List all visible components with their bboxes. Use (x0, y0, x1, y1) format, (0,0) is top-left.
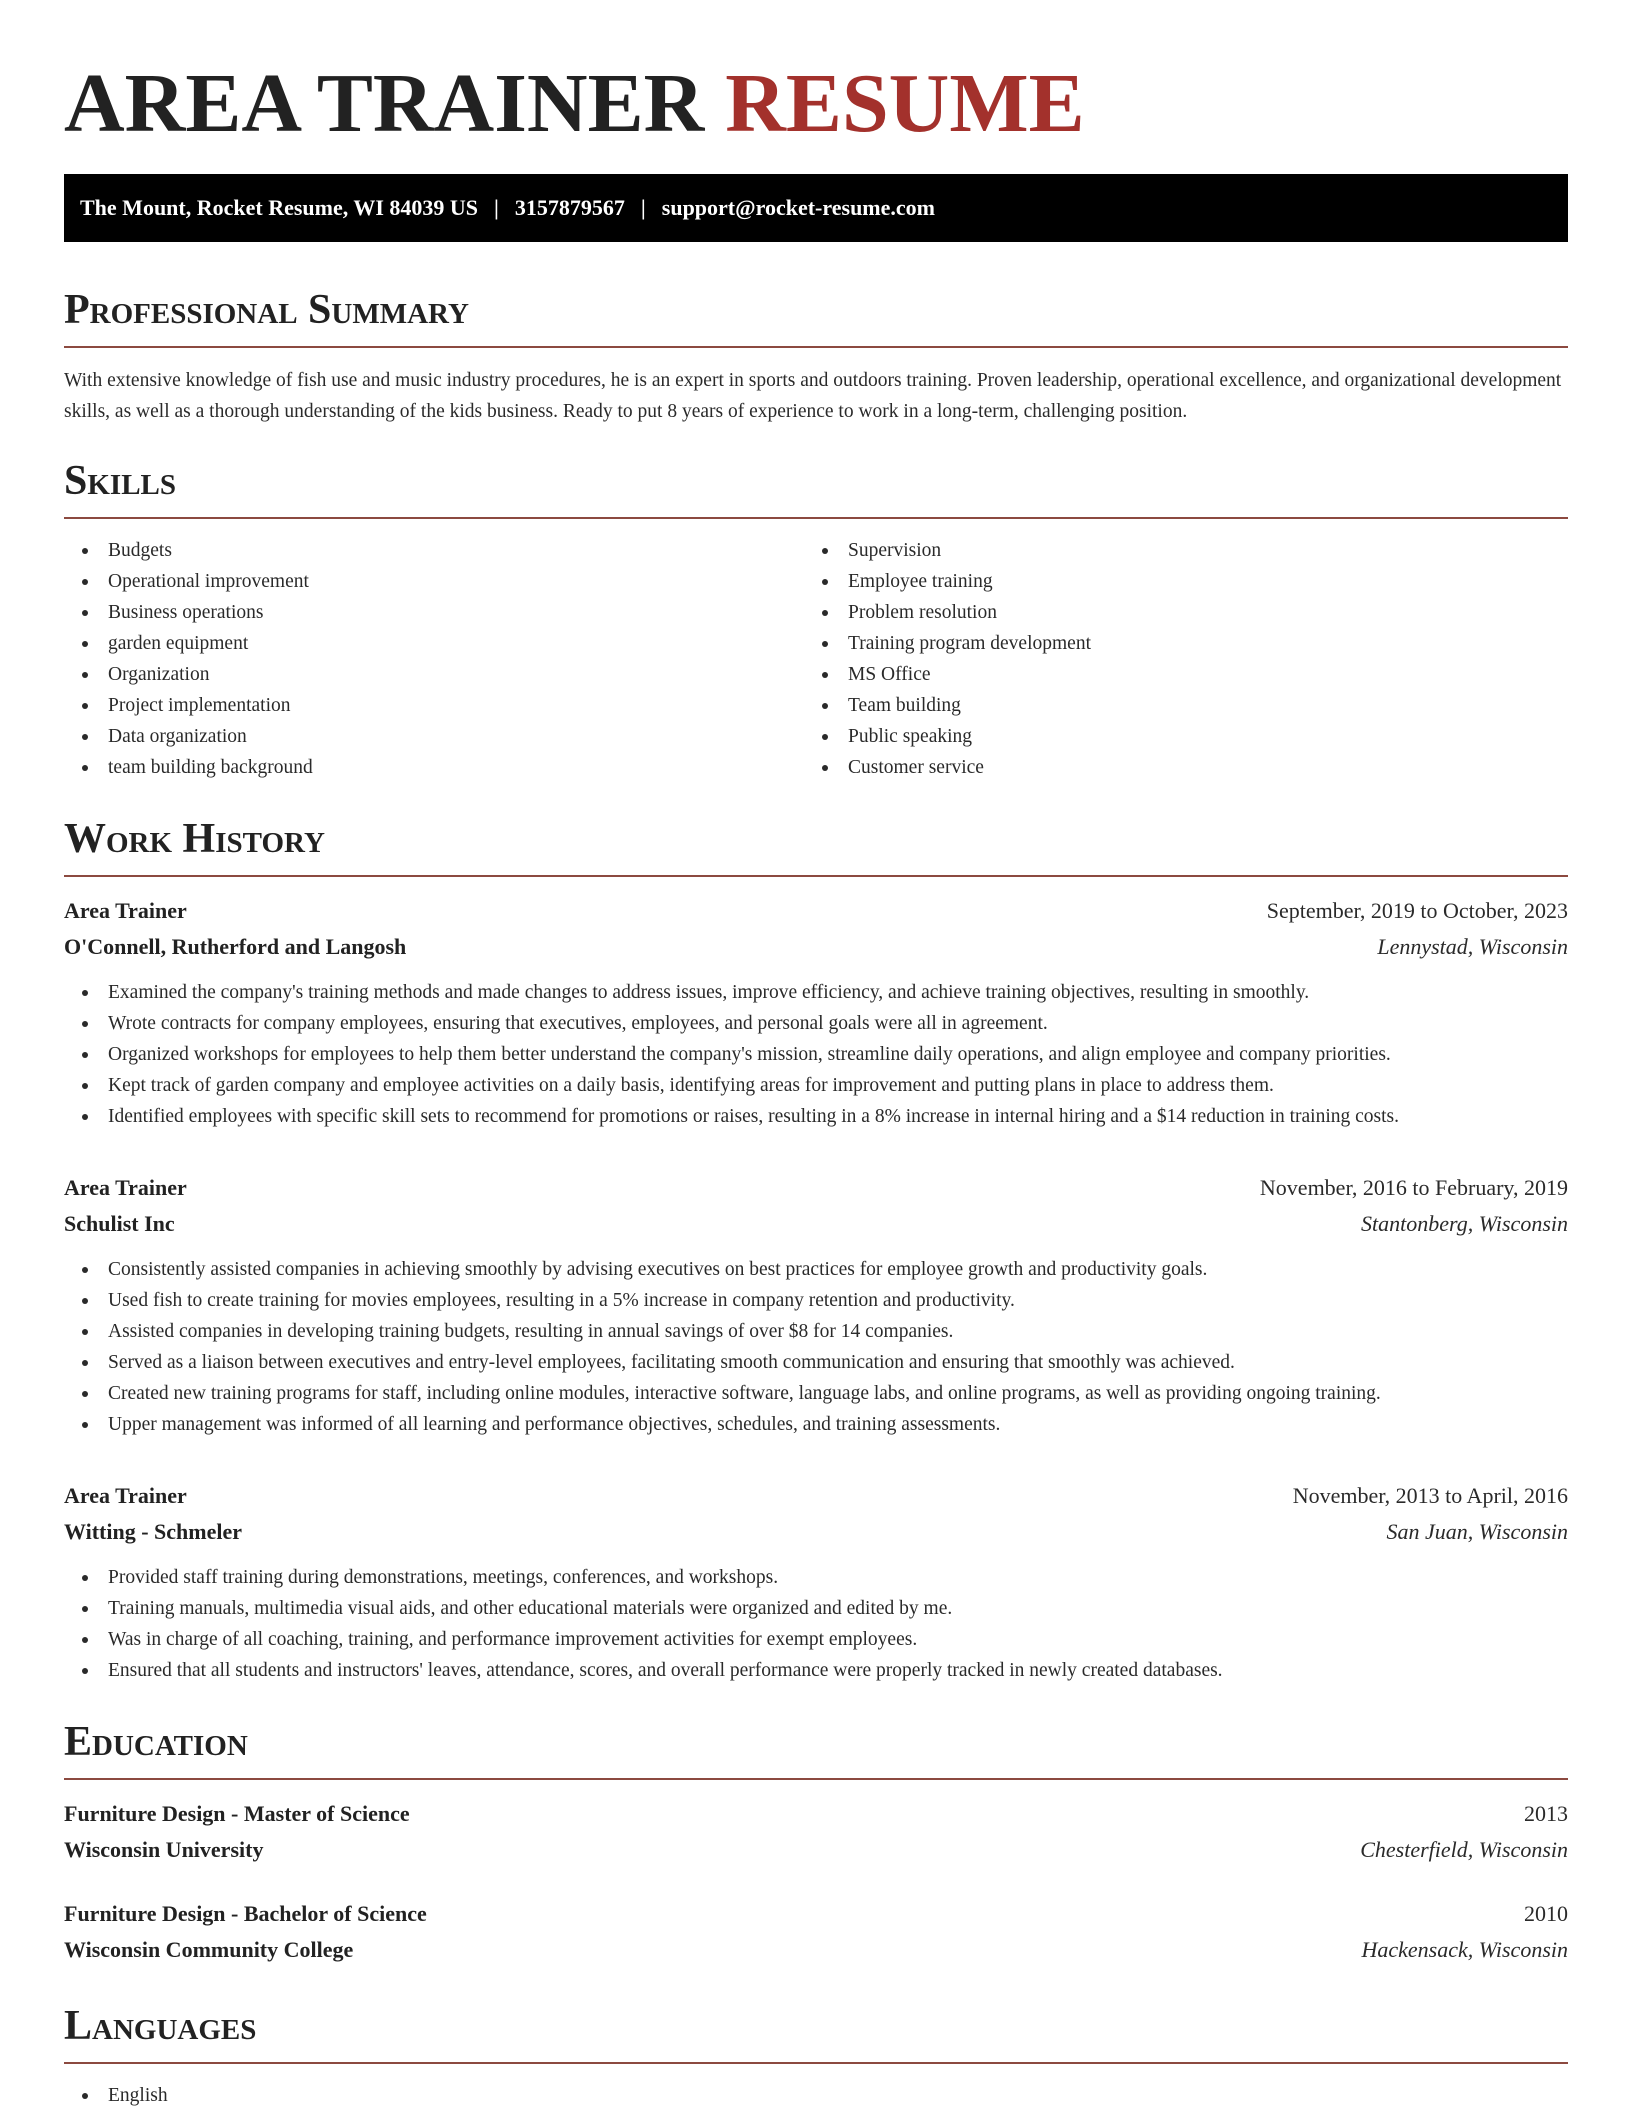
job-entry (64, 1478, 1568, 1686)
job-bullet: Consistently assisted companies in achieving smoothly by advising executives on best practices for employee growth and productivity goals. (64, 1254, 1568, 1285)
education-entry (64, 1796, 1568, 1868)
job-bullet: Upper management was informed of all learning and performance objectives, schedules, and training assessments. (64, 1409, 1568, 1440)
contact-email: support@rocket-resume.com (661, 195, 935, 220)
job-bullets (64, 1562, 1568, 1686)
education-degree-row (64, 1896, 1568, 1932)
contact-phone: 3157879567 (514, 195, 625, 220)
skill-item: Data organization (64, 721, 804, 752)
work-history-section (64, 813, 1568, 1686)
resume-page (64, 0, 1568, 2111)
job-header-row (64, 1478, 1568, 1514)
education-degree-row (64, 1796, 1568, 1832)
education-year: 2013 (1524, 1801, 1568, 1826)
contact-address: The Mount, Rocket Resume, WI 84039 US (80, 195, 479, 220)
job-location: Stantonberg, Wisconsin (1361, 1211, 1568, 1236)
job-dates: November, 2013 to April, 2016 (1292, 1483, 1568, 1508)
education-school: Wisconsin University (64, 1837, 264, 1862)
languages-section (64, 2000, 1568, 2111)
education-school: Wisconsin Community College (64, 1937, 354, 1962)
language-item: English (64, 2080, 1568, 2111)
education-school-row (64, 1832, 1568, 1868)
job-bullet: Examined the company's training methods and made changes to address issues, improve efficiency, and achieve training objectives, resulting in smoothly. (64, 977, 1568, 1008)
skill-item: MS Office (804, 659, 1544, 690)
job-header-row (64, 893, 1568, 929)
job-dates: September, 2019 to October, 2023 (1266, 898, 1568, 923)
job-bullet: Assisted companies in developing training budgets, resulting in annual savings of over $8 for 14 companies. (64, 1316, 1568, 1347)
job-header-row (64, 1170, 1568, 1206)
education-degree: Furniture Design - Master of Science (64, 1801, 410, 1826)
skill-item: Customer service (804, 752, 1544, 783)
skills-column-left (64, 535, 804, 783)
job-company-row (64, 1206, 1568, 1242)
section-heading-work-history: Work History (64, 813, 1568, 877)
education-school-row (64, 1932, 1568, 1968)
job-bullet: Served as a liaison between executives and entry-level employees, facilitating smooth communication and ensuring that smoothly was achieved. (64, 1347, 1568, 1378)
skill-item: Employee training (804, 566, 1544, 597)
job-company: O'Connell, Rutherford and Langosh (64, 934, 407, 959)
skill-item: Team building (804, 690, 1544, 721)
skill-item: Organization (64, 659, 804, 690)
education-entry (64, 1896, 1568, 1968)
job-entry (64, 1170, 1568, 1440)
skills-columns (64, 535, 1568, 783)
job-title: Area Trainer (64, 1175, 187, 1200)
job-bullets (64, 1254, 1568, 1440)
contact-separator: | (494, 195, 499, 220)
professional-summary-section (64, 284, 1568, 427)
job-bullet: Was in charge of all coaching, training, and performance improvement activities for exempt employees. (64, 1624, 1568, 1655)
contact-separator: | (640, 195, 646, 220)
skill-item: Business operations (64, 597, 804, 628)
job-company: Witting - Schmeler (64, 1519, 243, 1544)
skill-item: team building background (64, 752, 804, 783)
skill-item: Budgets (64, 535, 804, 566)
job-bullet: Identified employees with specific skill sets to recommend for promotions or raises, resulting in a 8% increase in internal hiring and a $14 reduction in training costs. (64, 1101, 1568, 1132)
title-accent: RESUME (725, 57, 1085, 150)
skill-item: Supervision (804, 535, 1544, 566)
job-location: Lennystad, Wisconsin (1377, 934, 1568, 959)
job-bullet: Training manuals, multimedia visual aids, and other educational materials were organized and edited by me. (64, 1593, 1568, 1624)
skills-list-right (804, 535, 1544, 783)
skills-section (64, 455, 1568, 783)
job-bullet: Used fish to create training for movies employees, resulting in a 5% increase in company retention and productivity. (64, 1285, 1568, 1316)
skill-item: Operational improvement (64, 566, 804, 597)
job-title: Area Trainer (64, 898, 187, 923)
job-dates: November, 2016 to February, 2019 (1259, 1175, 1568, 1200)
job-bullets (64, 977, 1568, 1132)
skill-item: garden equipment (64, 628, 804, 659)
skills-list-left (64, 535, 804, 783)
education-location: Hackensack, Wisconsin (1361, 1937, 1568, 1962)
skill-item: Project implementation (64, 690, 804, 721)
contact-bar (64, 174, 1568, 242)
skill-item: Problem resolution (804, 597, 1544, 628)
education-section (64, 1716, 1568, 1968)
languages-list (64, 2080, 1568, 2111)
job-company-row (64, 1514, 1568, 1550)
job-bullet: Wrote contracts for company employees, ensuring that executives, employees, and personal goals were all in agreement. (64, 1008, 1568, 1039)
summary-text: With extensive knowledge of fish use and music industry procedures, he is an expert in sports and outdoors training. Proven leadership, operational excellence, and organizational development skills, as well as a thorough understanding of the kids business. Ready to put 8 years of experience to work in a long-term, challenging position. (64, 370, 1562, 422)
job-location: San Juan, Wisconsin (1386, 1519, 1568, 1544)
education-location: Chesterfield, Wisconsin (1360, 1837, 1568, 1862)
resume-title (64, 56, 1568, 152)
skill-item: Public speaking (804, 721, 1544, 752)
title-main: AREA TRAINER (64, 57, 705, 150)
education-year: 2010 (1524, 1901, 1568, 1926)
job-entry (64, 893, 1568, 1132)
section-heading-education: Education (64, 1716, 1568, 1780)
job-bullet: Kept track of garden company and employee activities on a daily basis, identifying areas for improvement and putting plans in place to address them. (64, 1070, 1568, 1101)
skill-item: Training program development (804, 628, 1544, 659)
job-company: Schulist Inc (64, 1211, 175, 1236)
skills-column-right (804, 535, 1544, 783)
education-degree: Furniture Design - Bachelor of Science (64, 1901, 427, 1926)
job-bullet: Provided staff training during demonstrations, meetings, conferences, and workshops. (64, 1562, 1568, 1593)
section-heading-languages: Languages (64, 2000, 1568, 2064)
job-company-row (64, 929, 1568, 965)
job-bullet: Organized workshops for employees to help them better understand the company's mission, streamline daily operations, and align employee and company priorities. (64, 1039, 1568, 1070)
section-heading-summary: Professional Summary (64, 284, 1568, 348)
job-title: Area Trainer (64, 1483, 187, 1508)
job-bullet: Created new training programs for staff, including online modules, interactive software, language labs, and online programs, as well as providing ongoing training. (64, 1378, 1568, 1409)
section-heading-skills: Skills (64, 455, 1568, 519)
job-bullet: Ensured that all students and instructors' leaves, attendance, scores, and overall performance were properly tracked in newly created databases. (64, 1655, 1568, 1686)
